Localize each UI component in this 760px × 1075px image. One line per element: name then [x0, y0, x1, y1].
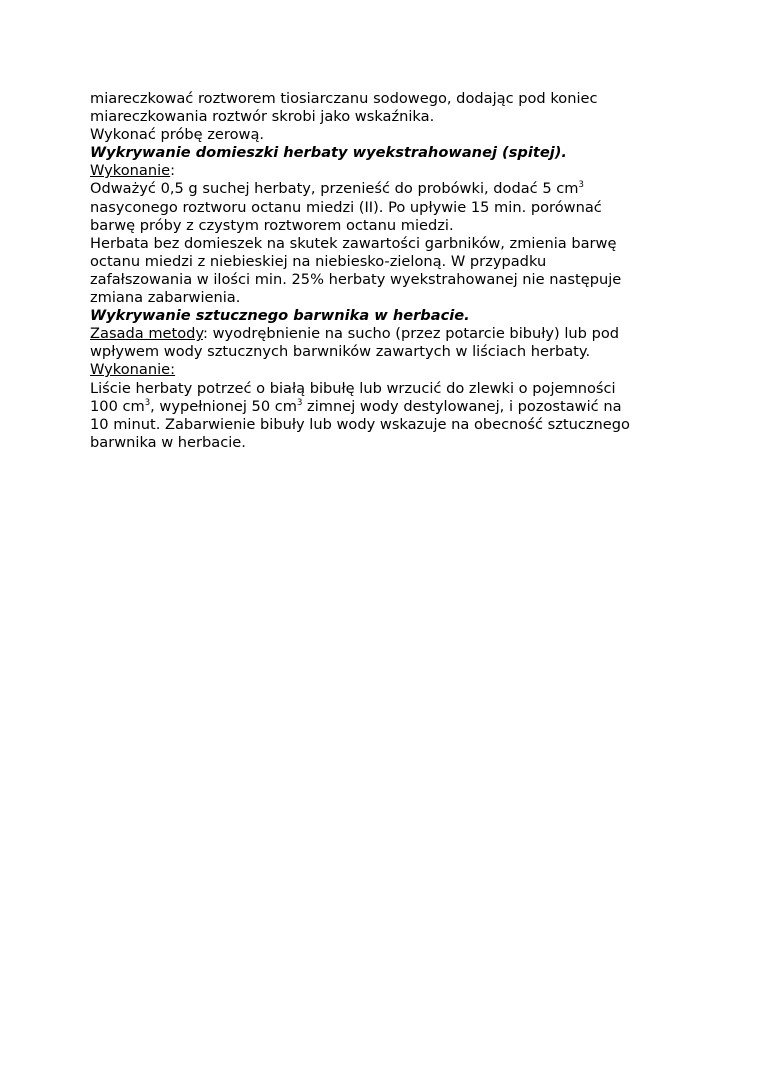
section2-principle-line-1: [90, 325, 690, 343]
section2-line-2-a: 100 cm: [90, 397, 145, 415]
section1-line-1-text: Odważyć 0,5 g suchej herbaty, przenieść do probówki, dodać 5 cm: [90, 180, 579, 198]
section2-principle-text: : wyodrębnienie na sucho (przez potarcie bibuły) lub pod: [203, 325, 620, 343]
section2-label: Wykonanie:: [90, 361, 176, 379]
section2-line-3: 10 minut. Zabarwienie bibuły lub wody wskazuje na obecność sztucznego: [90, 415, 630, 433]
section2-line-2: [90, 398, 690, 416]
section1-line-2: nasyconego roztworu octanu miedzi (II). Po upływie 15 min. porównać: [90, 198, 602, 216]
intro-line-2: miareczkowania roztwór skrobi jako wskaźnika.: [90, 108, 435, 126]
intro-line-1: miareczkować roztworem tiosiarczanu sodowego, dodając pod koniec: [90, 90, 598, 107]
section2-line-2-c: zimnej wody destylowanej, i pozostawić na: [302, 397, 622, 415]
section1-line-1-sup: 3: [578, 180, 584, 191]
section2-principle-line-2: wpływem wody sztucznych barwników zawartych w liściach herbaty.: [90, 343, 591, 361]
section2-heading: Wykrywanie sztucznego barwnika w herbacie.: [90, 307, 470, 325]
section1-line-1: [90, 180, 690, 198]
section1-label-suffix: :: [170, 162, 176, 180]
section2-line-2-b: , wypełnionej 50 cm: [150, 397, 297, 415]
section2-line-1: Liście herbaty potrzeć o białą bibułę lub wrzucić do zlewki o pojemności: [90, 379, 616, 397]
section2-principle-label: Zasada metody: [90, 325, 204, 343]
section2-line-2-sup-2: 3: [297, 397, 303, 408]
section1-label: Wykonanie: [90, 162, 171, 180]
section1-line-7: zmiana zabarwienia.: [90, 289, 241, 307]
section2-line-2-sup-1: 3: [144, 397, 151, 408]
section1-line-5: octanu miedzi z niebieskiej na niebiesko-zieloną. W przypadku: [90, 252, 547, 270]
document-page: [90, 90, 690, 452]
section2-line-4: barwnika w herbacie.: [90, 433, 246, 451]
section1-line-6: zafałszowania w ilości min. 25% herbaty wyekstrahowanej nie następuje: [90, 270, 622, 288]
section1-label-line: [90, 162, 690, 180]
intro-line-3: Wykonać próbę zerową.: [90, 126, 265, 144]
section1-heading: Wykrywanie domieszki herbaty wyekstrahowanej (spitej).: [90, 144, 567, 162]
section1-line-3: barwę próby z czystym roztworem octanu miedzi.: [90, 216, 454, 234]
section1-line-4: Herbata bez domieszek na skutek zawartości garbników, zmienia barwę: [90, 234, 617, 252]
